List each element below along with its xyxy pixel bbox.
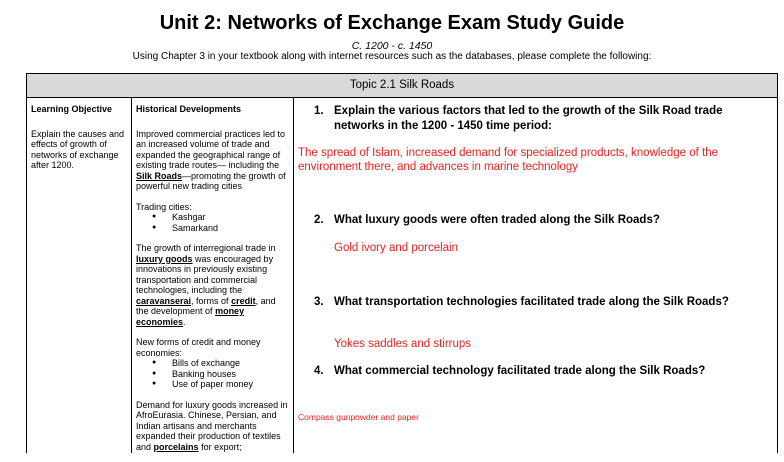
credit-list: [136, 358, 288, 390]
text: —promoting the growth of powerful new trading cities: [136, 170, 286, 191]
question-text: What commercial technology facilitated trade along the Silk Roads?: [334, 365, 706, 377]
learning-objective-column: [31, 104, 127, 181]
list-item: ● Bills of exchange: [172, 358, 288, 369]
learning-objective-text: Explain the causes and effects of growth of networks of exchange after 1200.: [31, 128, 125, 170]
development-paragraph: [136, 400, 288, 453]
answer-1: The spread of Islam, increased demand for specialized products, knowledge of the environment there, and advances in marine technology: [298, 147, 718, 173]
development-paragraph: [136, 129, 288, 192]
text: Improved commercial practices led to an increased volume of trade and expanded the geographical range of existing trade routes— including the: [136, 128, 286, 170]
text: .: [183, 316, 186, 327]
historical-developments-heading: Historical Developments: [136, 104, 242, 114]
text: , and the development of: [136, 295, 276, 316]
question-number: 2.: [314, 214, 324, 226]
key-term: luxury goods: [136, 253, 193, 264]
list-item: ● Samarkand: [172, 223, 288, 234]
column-divider: [293, 98, 294, 453]
topic-heading: Topic 2.1 Silk Roads: [27, 74, 777, 98]
question-number: 3.: [314, 296, 324, 308]
text: was encouraged by innovations in previously existing transportation and commercial technologies, including the: [136, 253, 274, 295]
trading-cities-list: [136, 212, 288, 233]
date-range: C. 1200 - c. 1450: [351, 40, 433, 52]
document-title: Unit 2: Networks of Exchange Exam Study Guide: [159, 12, 625, 34]
question-2: [314, 213, 769, 228]
text: for export;: [198, 441, 242, 452]
question-number: 4.: [314, 365, 324, 377]
text: Demand for luxury goods increased in AfroEurasia. Chinese, Persian, and Indian artisans and merchants expanded their production of textiles and: [136, 399, 288, 452]
list-item: ● Banking houses: [172, 369, 288, 380]
trading-cities-label: Trading cities:: [136, 201, 192, 212]
learning-objective-heading: Learning Objective: [31, 104, 113, 114]
question-text: What transportation technologies facilitated trade along the Silk Roads?: [334, 296, 729, 308]
key-term: caravanserai: [136, 295, 192, 306]
instructions: Using Chapter 3 in your textbook along with internet resources such as the databases, please complete the following:: [132, 51, 652, 62]
key-term: credit: [231, 295, 256, 306]
question-number: 1.: [314, 105, 324, 117]
key-term: Silk Roads: [136, 170, 183, 181]
answer-3: Yokes saddles and stirrups: [334, 338, 472, 350]
question-text: Explain the various factors that led to the growth of the Silk Road trade networks in the 1200 - 1450 time period:: [334, 105, 723, 132]
question-4: [314, 364, 769, 379]
answer-2: Gold ivory and porcelain: [334, 242, 459, 254]
list-item: ● Use of paper money: [172, 379, 288, 390]
question-text: What luxury goods were often traded along the Silk Roads?: [334, 214, 660, 226]
text: The growth of interregional trade in: [136, 243, 276, 253]
development-paragraph: [136, 243, 288, 327]
text: , forms of: [191, 295, 232, 306]
credit-label: New forms of credit and money economies:: [136, 337, 261, 358]
question-3: [314, 295, 769, 310]
answer-4: Compass gunpowder and paper: [298, 412, 419, 422]
study-guide-table: [26, 73, 778, 453]
key-term: porcelains: [153, 441, 199, 452]
list-item: ● Kashgar: [172, 212, 288, 223]
question-1: [314, 104, 769, 134]
historical-developments-column: [136, 104, 288, 462]
column-divider: [131, 98, 132, 453]
key-term: money economies: [136, 306, 245, 327]
